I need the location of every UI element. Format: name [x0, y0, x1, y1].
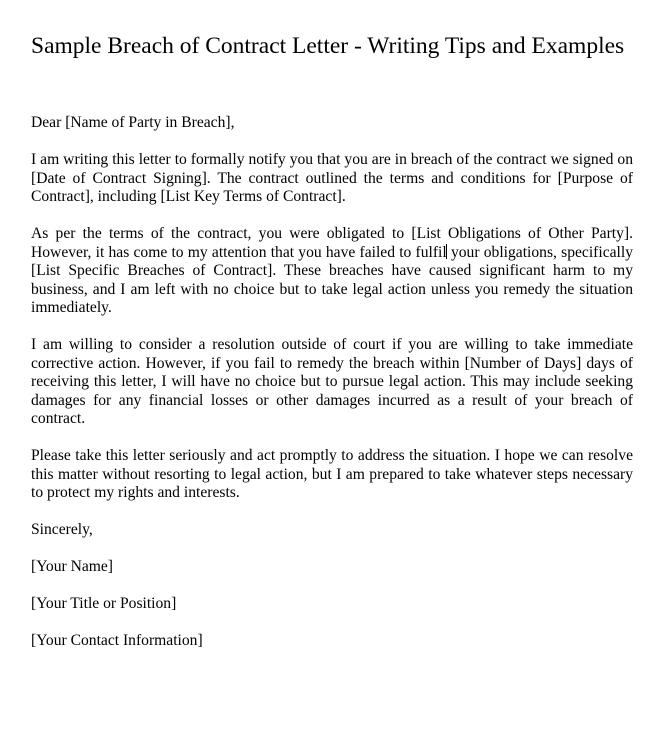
signature-name: [Your Name] — [31, 558, 114, 575]
paragraph-resolution: I am willing to consider a resolution outside of court if you are willing to take immediate corrective action. However, if you fail to remedy the breach within [Number of Days] days of receiving this letter, I will have no choice but to pursue legal action. This may include seeking damages for any financial losses or other damages incurred as a result of your breach of contract. — [31, 336, 633, 427]
signature-title: [Your Title or Position] — [31, 595, 177, 612]
paragraph-obligations-part-2: your obligations, specifically [List Specific Breaches of Contract]. These breaches have caused significant harm to my business, and I am left with no choice but to take legal action unless you remedy the situation immediately. — [31, 243, 634, 316]
page-title: Sample Breach of Contract Letter - Writing Tips and Examples — [31, 33, 625, 59]
salutation: Dear [Name of Party in Breach], — [31, 114, 235, 131]
letter-body[interactable] — [31, 114, 633, 669]
closing: Sincerely, — [31, 521, 93, 538]
signature-contact: [Your Contact Information] — [31, 632, 203, 649]
paragraph-request: Please take this letter seriously and act promptly to address the situation. I hope we can resolve this matter without resorting to legal action, but I am prepared to take whatever steps necessary to protect my rights and interests. — [31, 447, 633, 501]
paragraph-obligations-part-1: As per the terms of the contract, you were obligated to [List Obligations of Other Party]. However, it has come to my attention that you have failed to fulfil — [31, 225, 633, 261]
paragraph-obligations — [31, 225, 633, 318]
paragraph-notice: I am writing this letter to formally notify you that you are in breach of the contract we signed on [Date of Contract Signing]. The contract outlined the terms and conditions for [Purpose of Contract], including [List Key Terms of Contract]. — [31, 151, 633, 205]
